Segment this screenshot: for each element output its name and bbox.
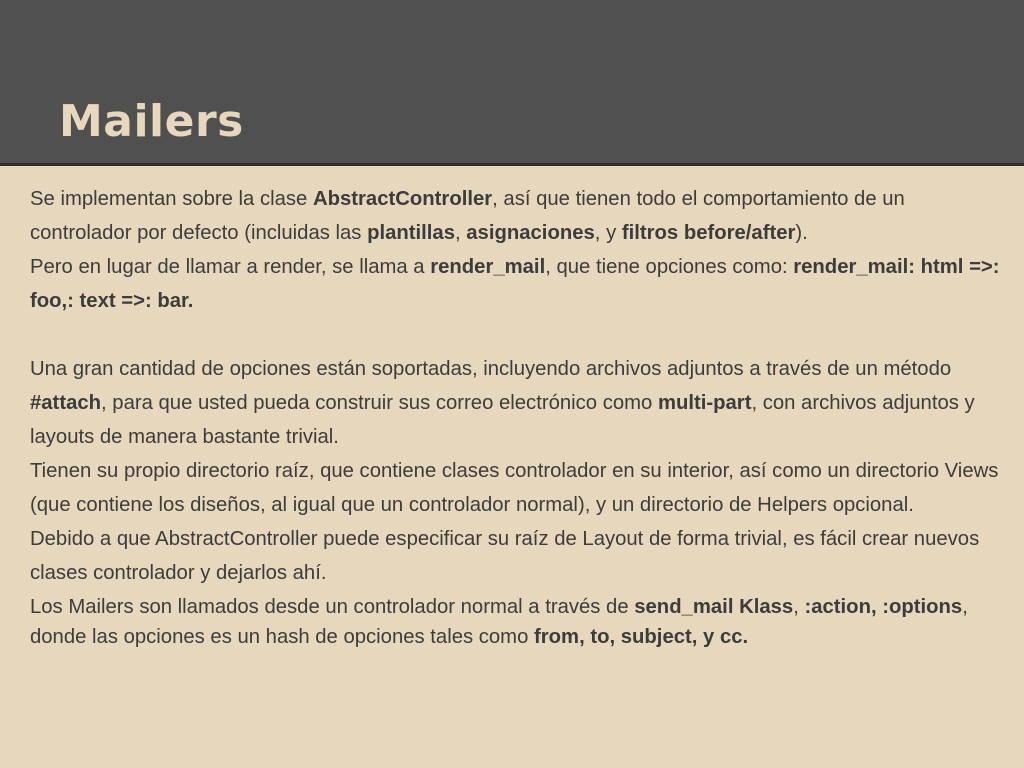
bold-term-render-mail: render_mail	[430, 256, 546, 278]
text-span: Los Mailers son llamados desde un controlador normal a través de	[30, 596, 635, 618]
text-span: ,	[793, 596, 805, 618]
paragraph-options	[30, 352, 1005, 454]
text-span: , y	[594, 222, 622, 244]
text-span: Pero en lugar de llamar a render, se llama a	[30, 256, 431, 278]
paragraph-spacer	[30, 318, 1005, 352]
bold-term-plantillas: plantillas	[367, 222, 455, 244]
paragraph-abstract-controller	[30, 182, 1005, 250]
slide-header	[0, 0, 1024, 166]
paragraph-directory: Tienen su propio directorio raíz, que contiene clases controlador en su interior, así como un directorio Views (que contiene los diseños, al igual que un controlador normal), y un directorio de Helpers opcional.	[30, 460, 999, 516]
bold-code-example: render_mail: html =>: foo,: text =>: bar.	[30, 256, 1000, 312]
bold-term-send-mail: send_mail Klass	[634, 596, 794, 618]
bold-term-action-options: :action, :options	[804, 596, 963, 618]
text-span: ).	[795, 222, 808, 244]
bold-term-abstractcontroller: AbstractController	[312, 188, 493, 210]
text-span: Se implementan sobre la clase	[30, 188, 313, 210]
bold-term-filtros: filtros before/after	[621, 222, 796, 244]
text-span: , donde las opciones es un hash de opciones tales como	[30, 596, 968, 648]
paragraph-send-mail	[30, 592, 1005, 652]
slide-title: Mailers	[59, 96, 244, 147]
text-span: Una gran cantidad de opciones están soportadas, incluyendo archivos adjuntos a través de un método	[30, 358, 952, 380]
paragraph-layout: Debido a que AbstractController puede especificar su raíz de Layout de forma trivial, es fácil crear nuevos clases controlador y dejarlos ahí.	[30, 528, 980, 584]
paragraph-render-mail	[30, 250, 1005, 318]
slide-body	[30, 182, 1005, 652]
bold-term-from-to: from, to, subject, y cc.	[534, 626, 749, 648]
bold-term-multipart: multi-part	[657, 392, 752, 414]
bold-term-asignaciones: asignaciones	[466, 222, 595, 244]
text-span: , así que tienen todo el comportamiento de un controlador por defecto (incluidas las	[30, 188, 905, 244]
text-span: , con archivos adjuntos y layouts de manera bastante trivial.	[30, 392, 975, 448]
bold-term-attach: #attach	[30, 392, 102, 414]
text-span: , para que usted pueda construir sus correo electrónico como	[101, 392, 658, 414]
text-span: , que tiene opciones como:	[545, 256, 794, 278]
text-span: ,	[455, 222, 467, 244]
